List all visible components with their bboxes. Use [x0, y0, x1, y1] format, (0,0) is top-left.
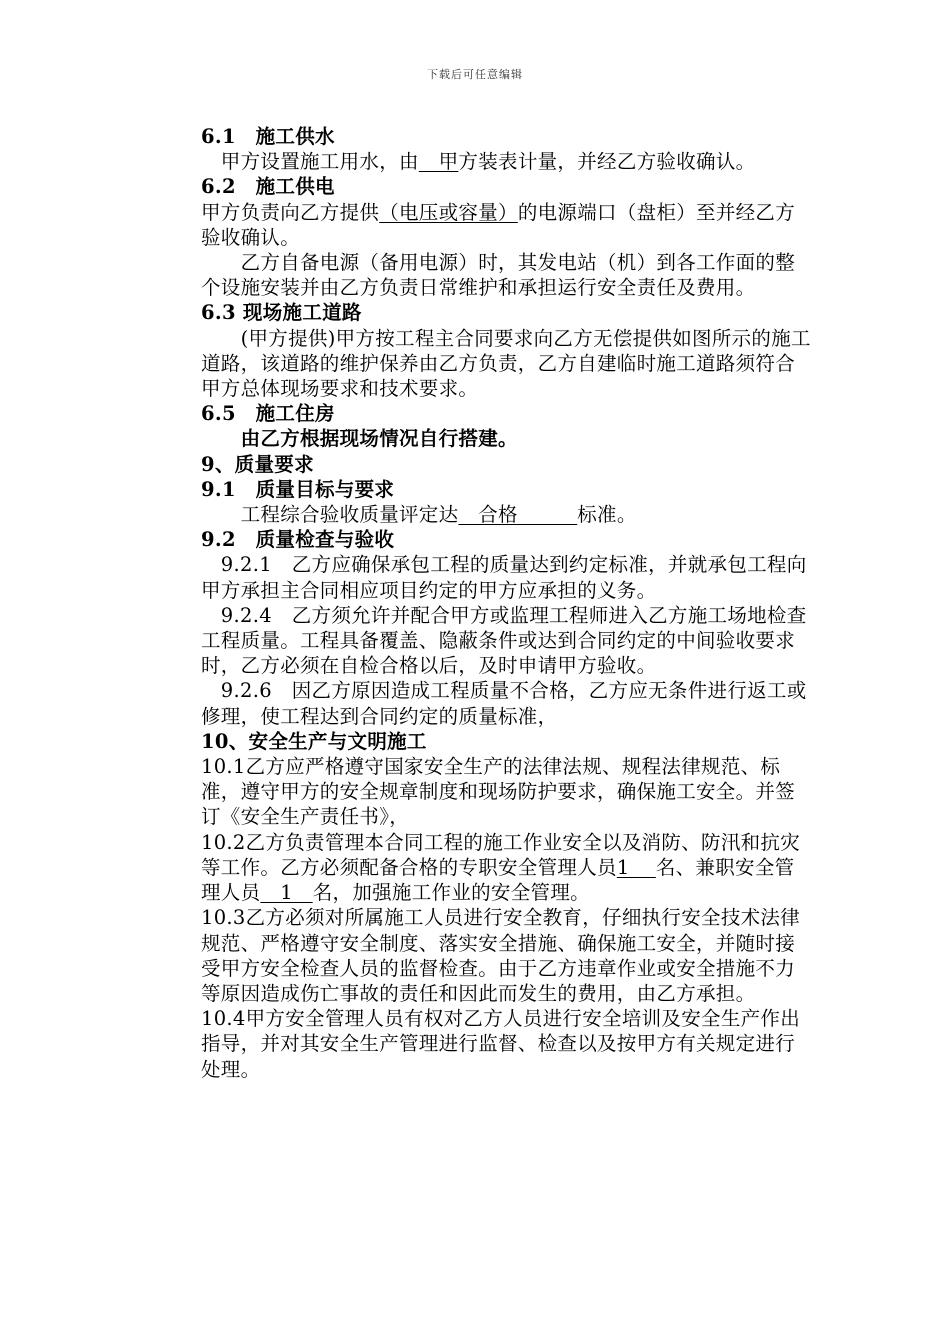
paragraph-backup-power: 乙方自备电源（备用电源）时，其发电站（机）到各工作面的整个设施安装并由乙方负责日常维护和承担运行安全责任及费用。 — [201, 251, 796, 300]
section-heading-6-5: 6.5 施工住房 — [201, 402, 335, 426]
section-heading-10: 10、安全生产与文明施工 — [201, 729, 427, 753]
text: 工程综合验收质量评定达 — [201, 503, 459, 527]
paragraph-site-road: (甲方提供)甲方按工程主合同要求向乙方无偿提供如图所示的施工道路，该道路的维护保养由乙方负责，乙方自建临时施工道路须符合甲方总体现场要求和技术要求。 — [201, 326, 811, 401]
section-heading-9-2: 9.2 质量检查与验收 — [201, 528, 395, 552]
paragraph-power-supply — [201, 200, 811, 250]
section-heading-6-3: 6.3 现场施工道路 — [201, 301, 362, 325]
paragraph-9-2-4: 9.2.4 乙方须允许并配合甲方或监理工程师进入乙方施工场地检查工程质量。工程具备覆盖、隐蔽条件或达到合同约定的中间验收要求时，乙方必须在自检合格以后，及时申请甲方验收。 — [201, 603, 807, 678]
filled-blank: 1 — [616, 855, 656, 879]
paragraph-10-3: 10.3乙方必须对所属施工人员进行安全教育，仔细执行安全技术法律规范、严格遵守安全制度、落实安全措施、确保施工安全，并随时接受甲方安全检查人员的监督检查。由于乙方违章作业或安全措施不力等原因造成伤亡事故的责任和因此而发生的费用，由乙方承担。 — [201, 906, 801, 1005]
section-heading-9-1: 9.1 质量目标与要求 — [201, 477, 395, 501]
text: 名，加强施工作业的安全管理。 — [312, 881, 590, 905]
page-header: 下载后可任意编辑 — [427, 68, 523, 81]
section-heading-6-2: 6.2 施工供电 — [201, 175, 335, 199]
document-body — [201, 124, 811, 1082]
paragraph-quality-target — [201, 502, 811, 527]
text: 名、兼职安全管理人员 — [201, 855, 795, 905]
paragraph-9-2-1: 9.2.1 乙方应确保承包工程的质量达到约定标准，并就承包工程向甲方承担主合同相应项目约定的甲方应承担的义务。 — [201, 553, 807, 602]
filled-blank: （电压或容量） — [379, 200, 518, 224]
filled-blank: 甲 — [418, 150, 459, 174]
text: 的电源端口（盘柜）至并经乙方验收确认。 — [201, 200, 796, 249]
paragraph-10-4: 10.4甲方安全管理人员有权对乙方人员进行安全培训及安全生产作出指导，并对其安全生产管理进行监督、检查以及按甲方有关规定进行处理。 — [201, 1007, 801, 1081]
paragraph-water-supply — [201, 149, 811, 174]
text: 甲方负责向乙方提供 — [201, 200, 380, 224]
text: 甲方设置施工用水，由 — [201, 150, 419, 174]
section-heading-9: 9、质量要求 — [201, 452, 314, 476]
filled-blank: 合格 — [458, 503, 578, 527]
paragraph-10-2 — [201, 830, 811, 906]
text: 方装表计量，并经乙方验收确认。 — [458, 150, 756, 174]
filled-blank: 1 — [260, 881, 313, 905]
paragraph-10-1: 10.1乙方应严格遵守国家安全生产的法律法规、规程法律规范、标准，遵守甲方的安全规章制度和现场防护要求，确保施工安全。并签订《安全生产责任书》， — [201, 755, 796, 829]
paragraph-housing: 由乙方根据现场情况自行搭建。 — [201, 427, 518, 451]
text: 10.2乙方负责管理本合同工程的施工作业安全以及消防、防汛和抗灾等工作。乙方必须配备合格的专职安全管理人员 — [201, 830, 801, 879]
text: 标准。 — [577, 503, 637, 527]
section-heading-6-1: 6.1 施工供水 — [201, 125, 335, 148]
paragraph-9-2-6: 9.2.6 因乙方原因造成工程质量不合格，乙方应无条件进行返工或修理，使工程达到合同约定的质量标准， — [201, 679, 807, 728]
